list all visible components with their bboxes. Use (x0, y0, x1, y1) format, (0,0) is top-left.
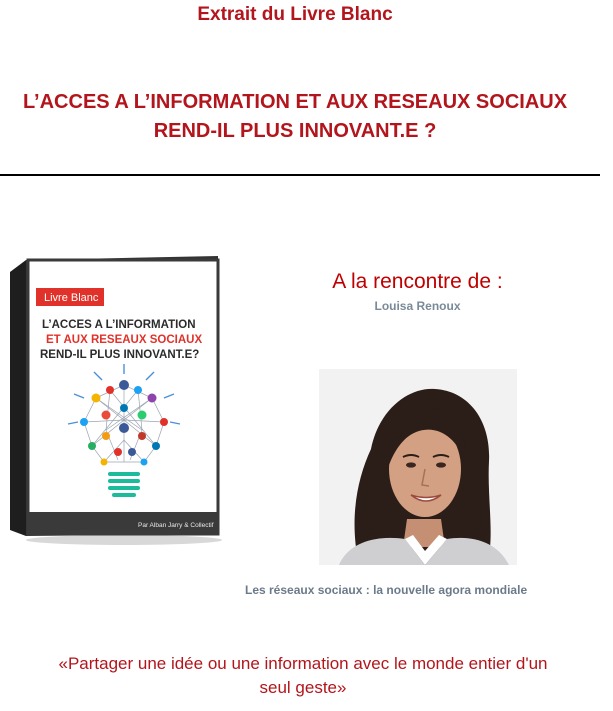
title-line-2: REND-IL PLUS INNOVANT.E ? (153, 120, 437, 142)
meeting-label: A la rencontre de : (332, 270, 503, 293)
book-cover-line-1: L’ACCES A L’INFORMATION (42, 319, 196, 331)
book-cover-image (6, 250, 224, 546)
photo-caption: Les réseaux sociaux : la nouvelle agora mondiale (245, 583, 528, 597)
person-name: Louisa Renoux (374, 299, 461, 313)
kicker-heading: Extrait du Livre Blanc (197, 4, 393, 25)
book-cover-line-3: REND-IL PLUS INNOVANT.E? (40, 349, 200, 361)
page-title (0, 88, 590, 146)
book-badge-text: Livre Blanc (44, 292, 99, 304)
divider (0, 174, 600, 176)
portrait-photo (319, 369, 517, 565)
book-cover-line-2: ET AUX RESEAUX SOCIAUX (46, 334, 203, 346)
title-line-1: L’ACCES A L’INFORMATION ET AUX RESEAUX SOCIAUX (22, 91, 568, 113)
quote (0, 652, 606, 700)
book-author: Par Alban Jarry & Collectif (138, 522, 214, 529)
quote-line-2: seul geste» (259, 678, 347, 697)
quote-line-1: «Partager une idée ou une information avec le monde entier d'un (58, 654, 548, 673)
